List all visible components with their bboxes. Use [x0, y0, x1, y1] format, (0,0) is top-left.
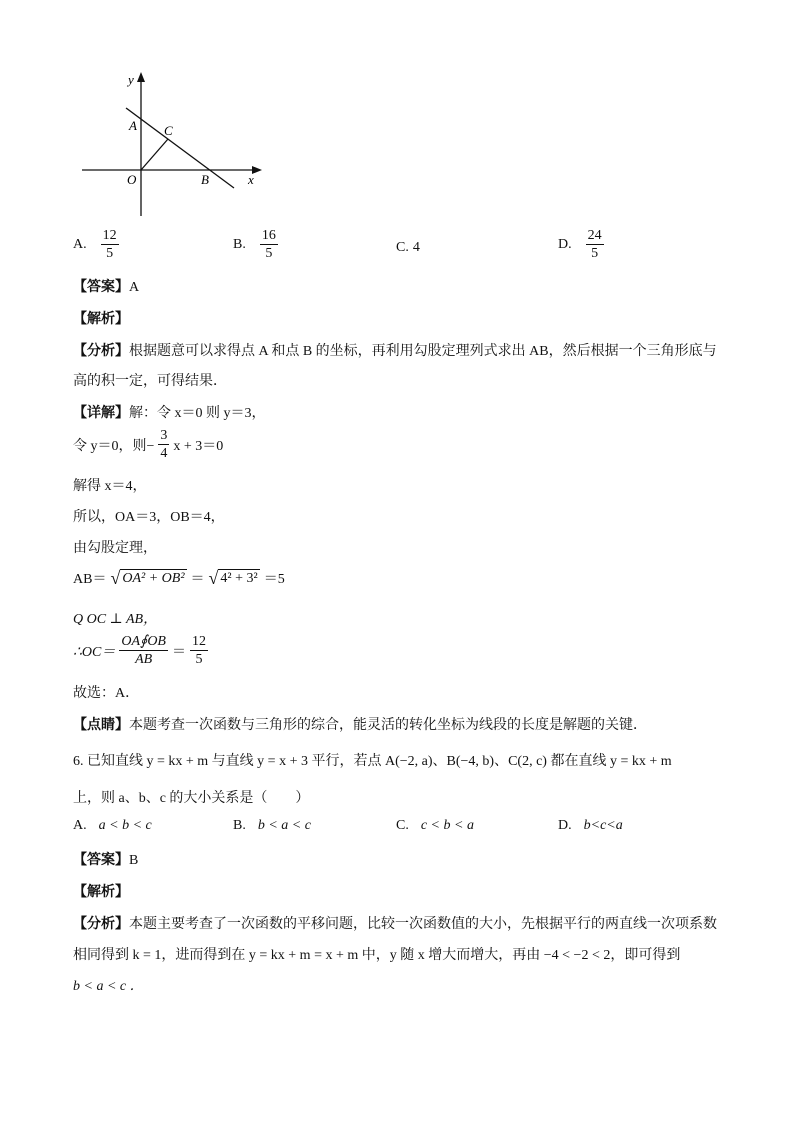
line-ab: [126, 108, 234, 188]
q6-option-b[interactable]: B. b < a < c: [233, 818, 311, 833]
q5-option-d[interactable]: D. $\frac{24}{5}$: [558, 228, 602, 262]
y-axis-arrow: [137, 72, 145, 82]
label-c: C: [164, 123, 173, 138]
q6-option-c[interactable]: C. c < b < a: [396, 818, 474, 833]
q6-option-d[interactable]: D. b<c<a: [558, 818, 623, 833]
q5-fenxi-line2: 高的积一定，可得结果．: [73, 374, 227, 389]
label-y: y: [128, 72, 134, 87]
q5-detail-line5: 由勾股定理，: [73, 541, 157, 556]
q5-detail-line7: Q OC ⊥ AB，: [73, 612, 158, 627]
q5-detail-line1: 【详解】解：令 x＝0 则 y＝3，: [73, 406, 266, 421]
q6-answer: 【答案】B: [73, 853, 139, 868]
q6-fenxi-line2: 相同得到 k = 1，进而得到在 y = kx + m = x + m 中，y 随 x 增大而增大，再由 −4 < −2 < 2，即可得到: [73, 948, 681, 963]
q5-option-a[interactable]: A. $\frac{12}{5}$: [73, 228, 117, 262]
q6-analysis-tag: 【解析】: [73, 885, 129, 900]
q5-fenxi-line1: 【分析】根据题意可以求得点 A 和点 B 的坐标，再利用勾股定理列式求出 AB，然后根据一个三角形底与: [73, 344, 717, 359]
q6-fenxi-line3: b < a < c ．: [73, 979, 144, 994]
q5-option-c[interactable]: C. 4: [396, 240, 420, 255]
q5-answer: 【答案】A: [73, 280, 140, 295]
label-o: O: [127, 172, 137, 187]
q6-stem-line2: 上，则 a、b、c 的大小关系是（ ）: [73, 791, 310, 806]
segment-oc: [141, 139, 168, 170]
q5-detail-line6: AB＝ √ OA² + OB² ＝ √ 4² + 3² ＝5: [73, 568, 285, 588]
q5-detail-line9: 故选：A．: [73, 686, 140, 701]
q5-detail-line8: ∴OC＝ $\frac{OA∮OB}{AB}$ ＝ $\frac{12}{5}$: [73, 634, 206, 668]
q5-option-b[interactable]: B. $\frac{16}{5}$: [233, 228, 276, 262]
q5-dianjing: 【点睛】本题考查一次函数与三角形的综合，能灵活的转化坐标为线段的长度是解题的关键．: [73, 718, 647, 733]
label-a: A: [129, 118, 137, 133]
coordinate-figure: [78, 70, 268, 220]
q5-detail-line3: 解得 x＝4，: [73, 479, 147, 494]
label-b: B: [201, 172, 209, 187]
q6-option-a[interactable]: A. a < b < c: [73, 818, 152, 833]
q5-detail-line4: 所以，OA＝3，OB＝4，: [73, 510, 225, 525]
q6-fenxi-line1: 【分析】本题主要考查了一次函数的平移问题，比较一次函数值的大小，先根据平行的两直线一次项系数: [73, 917, 717, 932]
q5-detail-line2: 令 y＝0，则− $\frac{3}{4}$ x + 3＝0: [73, 428, 224, 462]
q6-stem-line1: 6. 已知直线 y = kx + m 与直线 y = x + 3 平行，若点 A(−2, a)、B(−4, b)、C(2, c) 都在直线 y = kx + m: [73, 754, 672, 769]
q5-analysis-tag: 【解析】: [73, 312, 129, 327]
label-x: x: [248, 172, 254, 187]
